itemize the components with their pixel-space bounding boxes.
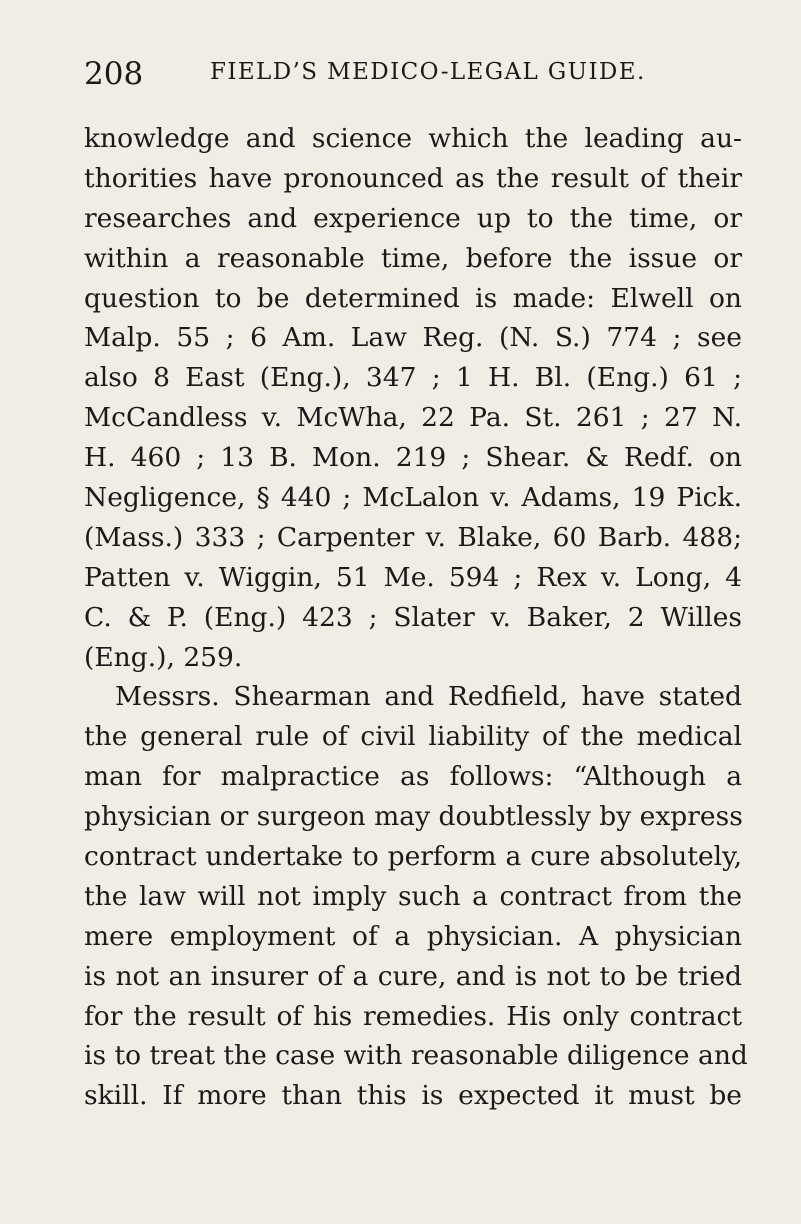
text-line: mere employment of a physician. A physician — [84, 920, 742, 952]
text-line: H. 460 ; 13 B. Mon. 219 ; Shear. & Redf. on — [84, 442, 742, 474]
text-line: within a reasonable time, before the issue or — [84, 242, 742, 274]
text-line: researches and experience up to the time, or — [84, 202, 742, 234]
text-line: the law will not imply such a contract from the — [84, 880, 742, 912]
text-line: the general rule of civil liability of the medical — [84, 721, 742, 753]
text-line: thorities have pronounced as the result of their — [84, 162, 742, 194]
text-line: C. & P. (Eng.) 423 ; Slater v. Baker, 2 Willes — [84, 601, 742, 633]
text-line: is not an insurer of a cure, and is not to be tried — [84, 960, 742, 992]
text-line: physician or surgeon may doubtlessly by express — [84, 801, 743, 833]
body-text — [84, 119, 748, 1116]
text-line: skill. If more than this is expected it must be — [84, 1080, 742, 1112]
text-line: Patten v. Wiggin, 51 Me. 594 ; Rex v. Long, 4 — [84, 561, 742, 593]
text-line: McCandless v. McWha, 22 Pa. St. 261 ; 27 N. — [84, 402, 742, 434]
text-line: man for malpractice as follows: “Although a — [84, 761, 742, 793]
text-line: Negligence, § 440 ; McLalon v. Adams, 19 Pick. — [84, 482, 742, 514]
text-line: question to be determined is made: Elwell on — [84, 282, 742, 314]
page-number: 208 — [84, 56, 144, 92]
text-line: is to treat the case with reasonable diligence and — [84, 1040, 748, 1072]
text-line: for the result of his remedies. His only contract — [84, 1000, 742, 1032]
text-line: also 8 East (Eng.), 347 ; 1 H. Bl. (Eng.) 61 ; — [84, 362, 742, 394]
running-title: FIELD’S MEDICO-LEGAL GUIDE. — [210, 59, 646, 85]
paragraph-start-line: Messrs. Shearman and Redfield, have stated — [115, 681, 742, 713]
text-line: Malp. 55 ; 6 Am. Law Reg. (N. S.) 774 ; see — [84, 322, 742, 354]
text-line: contract undertake to perform a cure absolutely, — [84, 841, 742, 873]
text-line: (Mass.) 333 ; Carpenter v. Blake, 60 Barb. 488; — [84, 521, 742, 553]
text-line: knowledge and science which the leading au- — [84, 123, 742, 154]
paragraph-end-line: (Eng.), 259. — [84, 641, 243, 673]
running-head — [84, 56, 734, 96]
